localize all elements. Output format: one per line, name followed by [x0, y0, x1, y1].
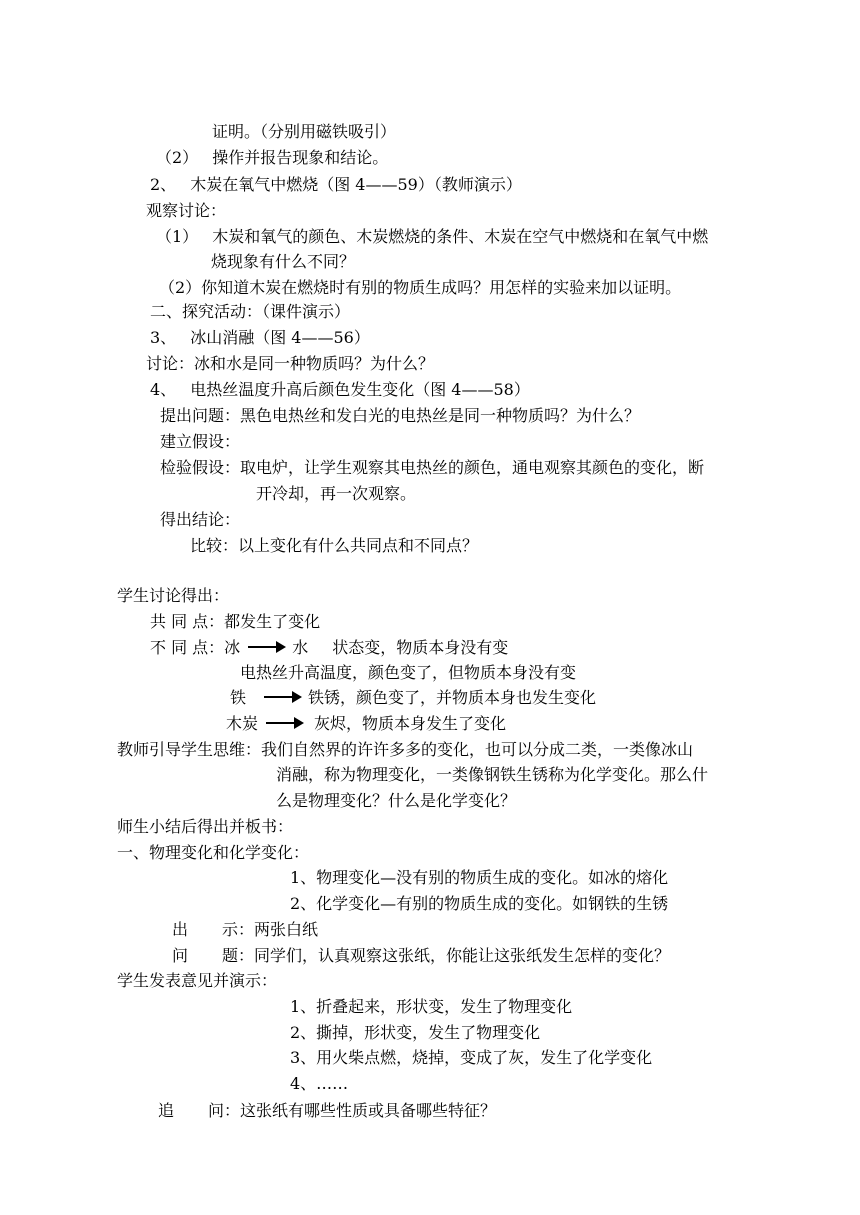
text-line: 开冷却，再一次观察。: [256, 484, 417, 503]
item-text: 状态变，物质本身没有变: [332, 638, 509, 657]
item-label: 问: [172, 946, 189, 965]
text-line: 师生小结后得出并板书：: [117, 817, 294, 836]
text-line: 2、化学变化—有别的物质生成的变化。如钢铁的生锈: [290, 894, 669, 913]
item-number: （2）: [156, 148, 199, 167]
text-line: 4、……: [290, 1074, 349, 1093]
text-line: 建立假设：: [160, 432, 241, 451]
text-line: 么是物理变化？什么是化学变化？: [276, 791, 517, 810]
text-line: 学生讨论得出：: [117, 586, 230, 605]
item-text: 木炭和氧气的颜色、木炭燃烧的条件、木炭在空气中燃烧和在氧气中燃: [212, 227, 709, 246]
text-line: [158, 1099, 496, 1123]
text-line: [172, 944, 670, 968]
arrow-icon: [264, 696, 300, 698]
item-text: 铁锈，颜色变了，并物质本身也发生变化: [308, 688, 597, 707]
item-label: 追: [158, 1101, 175, 1120]
text-line: 3、用火柴点燃，烧掉，变成了灰，发生了化学变化: [290, 1048, 653, 1067]
item-text: 灰烬，物质本身发生了变化: [314, 714, 507, 733]
arrow-icon: [248, 646, 284, 648]
item-text: 问：这张纸有哪些性质或具备哪些特征？: [208, 1101, 497, 1120]
section-heading: 二、探究活动：（课件演示）: [150, 302, 351, 321]
item-number: （1）: [156, 227, 199, 246]
text-line: 比较：以上变化有什么共同点和不同点？: [190, 536, 479, 555]
item-text: 木炭在氧气中燃烧（图 4——59）（教师演示）: [190, 175, 522, 194]
text-line: 消融，称为物理变化，一类像钢铁生锈称为化学变化。那么什: [276, 765, 709, 784]
text-line: 1、物理变化—没有别的物质生成的变化。如冰的熔化: [290, 868, 669, 887]
text-line: [156, 146, 388, 170]
item-text: 木炭: [226, 714, 259, 733]
item-number: 2、: [150, 175, 177, 194]
item-text: 电热丝温度升高后颜色发生变化（图 4——58）: [190, 380, 530, 399]
text-line: 教师引导学生思维：我们自然界的许许多多的变化，也可以分成二类，一类像冰山: [117, 740, 694, 759]
text-line: [156, 225, 708, 249]
text-line: 得出结论：: [160, 510, 241, 529]
text-line: 提出问题：黑色电热丝和发白光的电热丝是同一种物质吗？为什么？: [160, 406, 641, 425]
text-line: 2、撕掉，形状变，发生了物理变化: [290, 1023, 541, 1042]
item-text: 水: [292, 638, 309, 657]
text-line: 检验假设：取电炉，让学生观察其电热丝的颜色，通电观察其颜色的变化，断: [160, 458, 705, 477]
item-number: 4、: [150, 380, 177, 399]
text-line: 共 同 点：都发生了变化: [150, 612, 321, 631]
text-line: [150, 326, 370, 350]
item-text: 操作并报告现象和结论。: [212, 148, 389, 167]
text-line: [150, 636, 508, 660]
text-line: 烧现象有什么不同？: [211, 252, 356, 271]
text-line: [150, 173, 522, 197]
text-line: [226, 712, 506, 736]
item-text: 不 同 点：冰: [150, 638, 241, 657]
text-line: [150, 378, 530, 402]
text-line: 电热丝升高温度，颜色变了，但物质本身没有变: [240, 663, 577, 682]
text-line: 观察讨论：: [146, 201, 227, 220]
text-line: （2）你知道木炭在燃烧时有别的物质生成吗？用怎样的实验来加以证明。: [159, 278, 682, 297]
text-line: 学生发表意见并演示：: [117, 971, 278, 990]
arrow-icon: [266, 722, 302, 724]
text-line: 讨论：冰和水是同一种物质吗？为什么？: [146, 354, 435, 373]
text-line: 1、折叠起来，形状变，发生了物理变化: [290, 997, 573, 1016]
item-text: 冰山消融（图 4——56）: [190, 328, 370, 347]
text-line: [172, 918, 318, 942]
item-number: 3、: [150, 328, 177, 347]
text-line: [230, 686, 596, 710]
item-text: 示：两张白纸: [222, 920, 319, 939]
section-heading: 一、物理变化和化学变化：: [117, 843, 310, 862]
item-text: 铁: [230, 688, 247, 707]
item-label: 出: [172, 920, 189, 939]
text-line: 证明。（分别用磁铁吸引）: [212, 122, 397, 141]
item-text: 题：同学们，认真观察这张纸，你能让这张纸发生怎样的变化？: [222, 946, 671, 965]
